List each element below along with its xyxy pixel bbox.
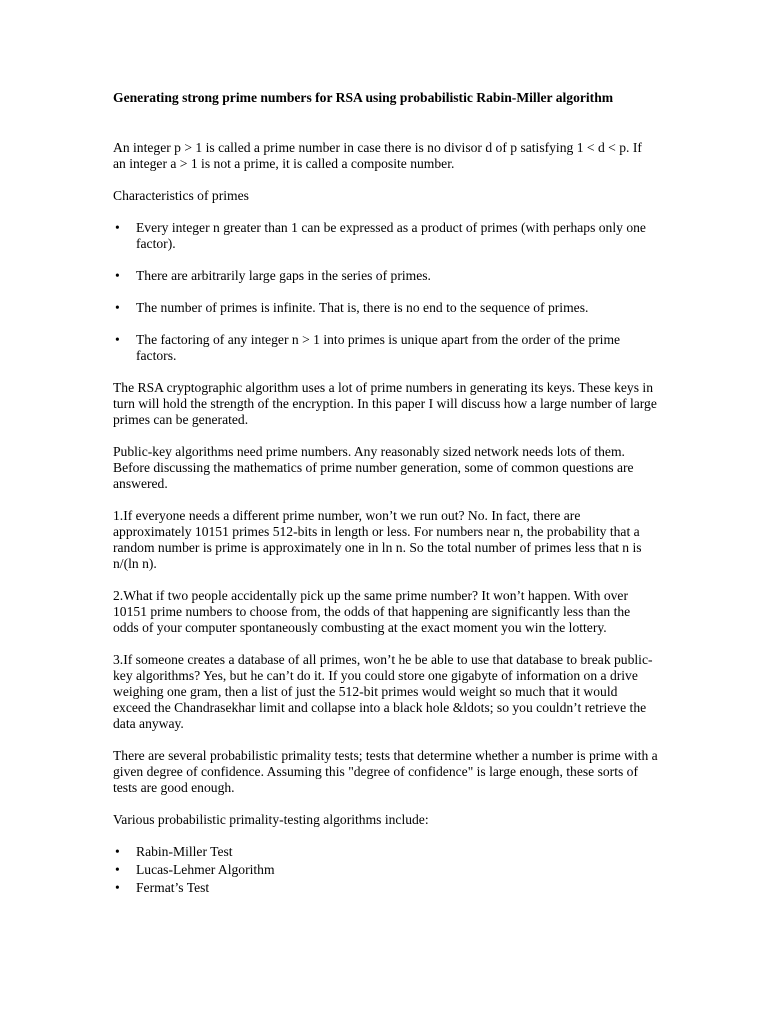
tests-paragraph: There are several probabilistic primality tests; tests that determine whether a number is prime with a given degree of confidence. Assuming this "degree of confidence" is large enough, these sorts of tests are good enough. bbox=[113, 748, 658, 795]
list-item: • Fermat’s Test bbox=[113, 880, 658, 896]
rsa-paragraph: The RSA cryptographic algorithm uses a lot of prime numbers in generating its keys. These keys in turn will hold the strength of the encryption. In this paper I will discuss how a large number of large primes can be generated. bbox=[113, 380, 657, 427]
question-3-paragraph: 3.If someone creates a database of all primes, won’t he be able to use that database to break public-key algorithms? Yes, but he can’t do it. If you could store one gigabyte of information on a drive weighing one gram, then a list of just the 512-bit primes would weight so much that it would exceed the Chandrasekhar limit and collapse into a black hole &ldots; so you couldn’t retrieve the data anyway. bbox=[113, 652, 653, 731]
question-2-paragraph: 2.What if two people accidentally pick up the same prime number? It won’t happen. With over 10151 prime numbers to choose from, the odds of that happening are significantly less than the odds of your computer spontaneously combusting at the exact moment you win the lottery. bbox=[113, 588, 631, 635]
list-item: • The factoring of any integer n > 1 into primes is unique apart from the order of the prime factors. bbox=[113, 332, 658, 364]
question-1-paragraph: 1.If everyone needs a different prime number, won’t we run out? No. In fact, there are approximately 10151 primes 512-bits in length or less. For numbers near n, the probability that a random number is prime is approximately one in ln n. So the total number of primes less that n is n/(ln n). bbox=[113, 508, 642, 571]
algorithms-list bbox=[113, 844, 658, 896]
list-item: • Lucas-Lehmer Algorithm bbox=[113, 862, 658, 878]
list-item: • There are arbitrarily large gaps in the series of primes. bbox=[113, 268, 658, 284]
intro-paragraph: An integer p > 1 is called a prime number in case there is no divisor d of p satisfying 1 < d < p. If an integer a > 1 is not a prime, it is called a composite number. bbox=[113, 140, 642, 171]
public-key-paragraph: Public-key algorithms need prime numbers. Any reasonably sized network needs lots of them. Before discussing the mathematics of prime number generation, some of common questions are answered. bbox=[113, 444, 634, 491]
algorithms-heading: Various probabilistic primality-testing algorithms include: bbox=[113, 812, 429, 827]
document-title: Generating strong prime numbers for RSA using probabilistic Rabin-Miller algorithm bbox=[113, 90, 614, 105]
list-item: • Every integer n greater than 1 can be expressed as a product of primes (with perhaps only one factor). bbox=[113, 220, 658, 252]
characteristics-list bbox=[113, 220, 658, 364]
list-item: • Rabin-Miller Test bbox=[113, 844, 658, 860]
document-page bbox=[113, 90, 658, 912]
characteristics-heading: Characteristics of primes bbox=[113, 188, 249, 203]
list-item: • The number of primes is infinite. That is, there is no end to the sequence of primes. bbox=[113, 300, 658, 316]
